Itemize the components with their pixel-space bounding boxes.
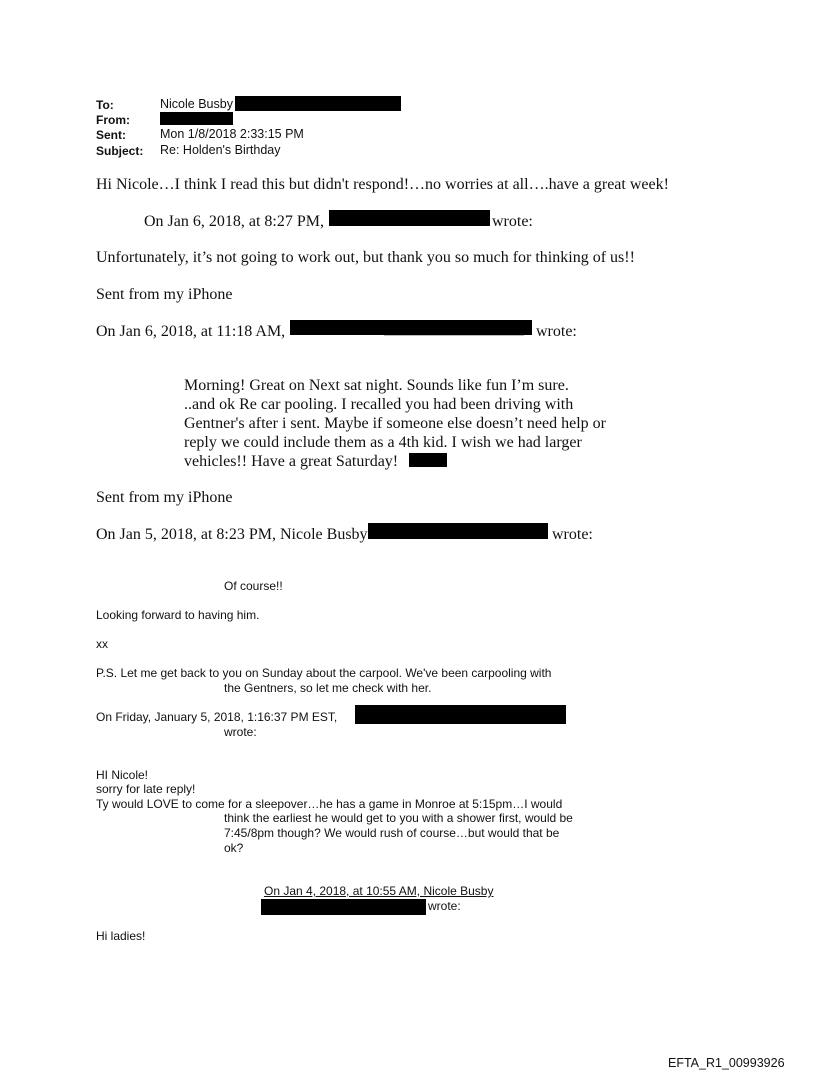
quote3-wrote: wrote: — [552, 526, 593, 543]
of-course-text: Of course!! — [224, 579, 283, 593]
quote2-line: reply we could include them as a 4th kid. I wish we had larger — [184, 434, 582, 451]
xx-text: xx — [96, 637, 108, 651]
ty-line: 7:45/8pm though? We would rush of course…but would that be — [224, 826, 560, 840]
friday-intro: On Friday, January 5, 2018, 1:16:37 PM EST, — [96, 710, 338, 724]
sent-label: Sent: — [96, 128, 126, 142]
quote1-wrote: wrote: — [492, 213, 533, 230]
friday-wrote: wrote: — [224, 725, 257, 739]
quote3-intro: On Jan 5, 2018, at 8:23 PM, Nicole Busby — [96, 526, 368, 543]
redaction-block — [290, 320, 532, 335]
ps-line: the Gentners, so let me check with her. — [224, 681, 432, 695]
redaction-block — [355, 705, 566, 724]
jan4-wrote: wrote: — [428, 899, 461, 913]
sent-from-iphone: Sent from my iPhone — [96, 286, 233, 303]
ty-line: ok? — [224, 841, 244, 855]
to-value: Nicole Busby — [160, 97, 233, 111]
quote2-intro: On Jan 6, 2018, at 11:18 AM, — [96, 323, 286, 340]
quote2-line: ..and ok Re car pooling. I recalled you had been driving with — [184, 396, 574, 413]
quote2-line: Morning! Great on Next sat night. Sounds like fun I’m sure. — [184, 377, 569, 394]
looking-forward-text: Looking forward to having him. — [96, 608, 260, 622]
sent-from-iphone: Sent from my iPhone — [96, 489, 233, 506]
jan4-intro: On Jan 4, 2018, at 10:55 AM, Nicole Busby — [264, 884, 494, 898]
sorry-text: sorry for late reply! — [96, 782, 196, 796]
redaction-block — [329, 210, 490, 226]
quote2-wrote: wrote: — [536, 323, 577, 340]
redaction-block — [261, 899, 426, 915]
quote2-line: vehicles!! Have a great Saturday! — [184, 453, 399, 470]
sent-value: Mon 1/8/2018 2:33:15 PM — [160, 127, 304, 141]
document-id: EFTA_R1_00993926 — [668, 1056, 785, 1070]
to-label: To: — [96, 98, 114, 112]
from-label: From: — [96, 113, 130, 127]
redaction-block — [409, 453, 447, 467]
ty-line: Ty would LOVE to come for a sleepover…he has a game in Monroe at 5:15pm…I would — [96, 797, 563, 811]
redaction-block — [235, 96, 401, 111]
redaction-underline — [384, 335, 524, 336]
redaction-block — [368, 523, 548, 539]
redaction-block — [160, 112, 233, 125]
hi-nicole-text: HI Nicole! — [96, 768, 149, 782]
reply-text: Hi Nicole…I think I read this but didn't respond!…no worries at all….have a great week! — [96, 176, 669, 193]
hi-ladies-text: Hi ladies! — [96, 929, 146, 943]
ty-line: think the earliest he would get to you with a shower first, would be — [224, 811, 573, 825]
quote2-line: Gentner's after i sent. Maybe if someone else doesn’t need help or — [184, 415, 607, 432]
subject-value: Re: Holden's Birthday — [160, 143, 281, 157]
ps-line: P.S. Let me get back to you on Sunday about the carpool. We've been carpooling with — [96, 666, 552, 680]
quote1-body: Unfortunately, it’s not going to work out, but thank you so much for thinking of us!! — [96, 249, 635, 266]
subject-label: Subject: — [96, 144, 144, 158]
quote1-intro: On Jan 6, 2018, at 8:27 PM, — [144, 213, 324, 230]
